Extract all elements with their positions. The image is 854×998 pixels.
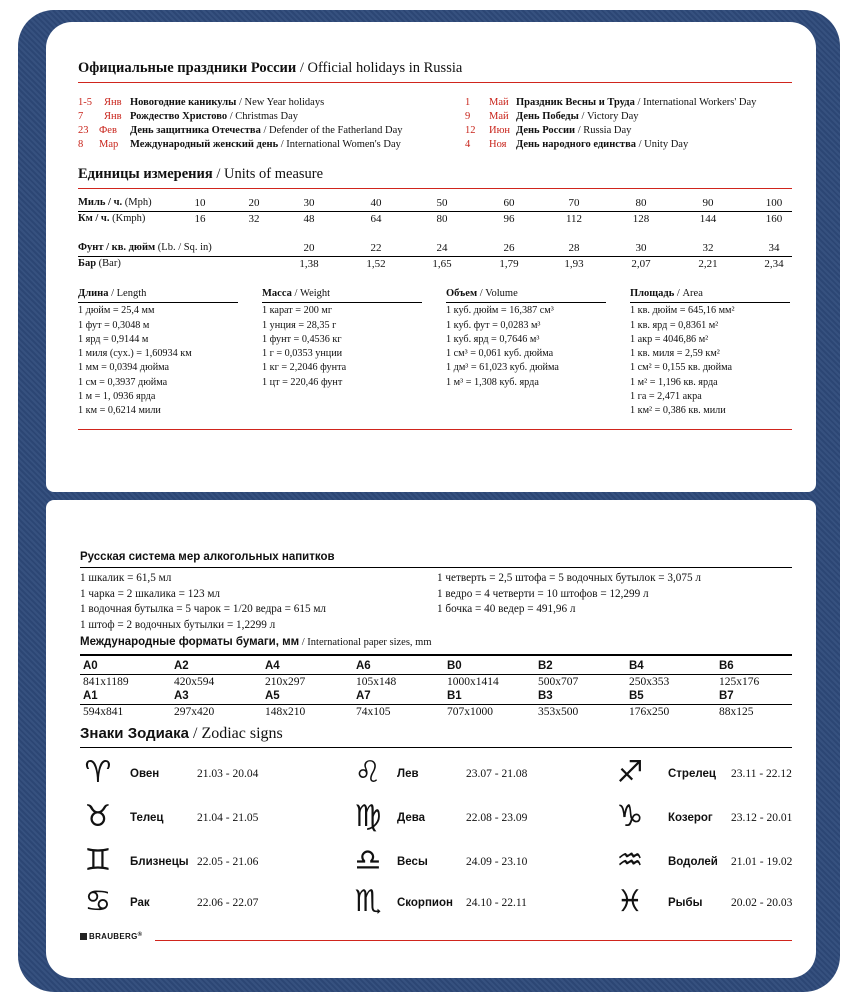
conv-line: 1 см³ = 0,061 куб. дюйма [446,348,554,360]
alcohol-line: 1 бочка = 40 ведер = 491,96 л [437,603,576,615]
paper-format-name: B5 [629,690,644,702]
alcohol-line: 1 шкалик = 61,5 мл [80,572,172,584]
conv-line: 1 миля (сух.) = 1,60934 км [78,348,192,360]
paper-format-name: A1 [83,690,98,702]
alcohol-line: 1 чарка = 2 шкалика = 123 мл [80,587,220,600]
paper-format-size: 176x250 [629,706,670,718]
zodiac-dates: 22.05 - 21.06 [197,856,259,868]
speed-cell: 70 [568,197,580,209]
divider [155,940,792,941]
zodiac-title: Знаки Зодиака / Zodiac signs [80,725,283,742]
zodiac-dates: 21.03 - 20.04 [197,768,259,780]
mph-label: Миль / ч. (Mph) [78,197,152,208]
pressure-cell: 22 [370,242,382,254]
divider [78,429,792,430]
speed-cell: 96 [503,213,515,225]
paper-format-size: 88x125 [719,706,754,718]
speed-cell: 64 [370,213,382,225]
pressure-cell: 26 [503,242,515,254]
paper-format-name: B3 [538,690,553,702]
zodiac-name: Козерог [668,812,713,824]
pressure-cell: 20 [303,242,315,254]
paper-format-name: A6 [356,660,371,672]
leo-icon: ♌ [354,755,382,790]
bar-label: Бар (Bar) [78,258,121,269]
zodiac-name: Рак [130,897,150,909]
speed-cell: 40 [370,197,382,209]
zodiac-dates: 20.02 - 20.03 [731,897,793,909]
conv-line: 1 куб. фут = 0,0283 м³ [446,319,541,331]
conv-line: 1 кв. ярд = 0,8361 м² [630,319,719,331]
conv-line: 1 га = 2,471 акра [630,391,702,403]
zodiac-dates: 23.07 - 21.08 [466,768,528,780]
units-title: Единицы измерения / Units of measure [78,166,324,182]
zodiac-name: Рыбы [668,897,703,909]
paper-format-size: 74x105 [356,706,391,718]
column-rule [446,302,606,303]
conv-line: 1 дм³ = 61,023 куб. дюйма [446,362,559,374]
conv-line: 1 мм = 0,0394 дюйма [78,362,170,374]
paper-format-size: 297x420 [174,706,215,718]
speed-cell: 90 [702,197,714,209]
conv-line: 1 км = 0,6214 мили [78,405,161,417]
pressure-cell: 32 [702,242,714,254]
pressure-cell: 34 [768,242,780,254]
conv-line: 1 акр = 4046,86 м² [630,333,709,345]
conv-line: 1 куб. дюйм = 16,387 см³ [446,305,554,317]
pressure-cell: 28 [568,242,580,254]
brand-icon [80,933,87,940]
pressure-cell: 1,38 [299,258,319,270]
kmph-label: Км / ч. (Kmph) [78,213,146,224]
pressure-cell: 2,07 [631,258,651,270]
conv-line: 1 м² = 1,196 кв. ярда [630,376,718,388]
weight-heading: Масса / Weight [262,288,331,299]
conv-line: 1 км² = 0,386 кв. мили [630,405,726,417]
area-heading: Площадь / Area [630,288,703,299]
zodiac-name: Близнецы [130,856,189,868]
paper-format-size: 1000x1414 [447,676,499,688]
conv-line: 1 унция = 28,35 г [262,319,337,331]
speed-cell: 112 [565,213,583,225]
paper-format-name: B7 [719,690,734,702]
area-column [630,287,735,419]
speed-cell: 60 [503,197,515,209]
virgo-icon: ♍ [354,799,382,834]
zodiac-name: Дева [397,812,426,824]
zodiac-name: Лев [397,768,419,780]
volume-heading: Объем / Volume [446,288,518,299]
paper-format-size: 250x353 [629,676,670,688]
conv-line: 1 куб. ярд = 0,7646 м³ [446,333,540,345]
paper-format-name: A2 [174,660,189,672]
conv-line: 1 карат = 200 мг [262,305,333,317]
sagittarius-icon: ♐ [616,755,644,790]
speed-cell: 80 [436,213,448,225]
conv-line: 1 см² = 0,155 кв. дюйма [630,362,732,374]
speed-cell: 32 [248,213,260,225]
zodiac-name: Водолей [668,856,718,868]
conv-line: 1 кв. дюйм = 645,16 мм² [630,305,735,317]
paper-format-name: A7 [356,690,371,702]
zodiac-name: Телец [130,812,164,824]
speed-cell: 144 [699,213,717,225]
speed-cell: 30 [303,197,315,209]
conv-line: 1 см = 0,3937 дюйма [78,376,168,388]
paper-format-name: A4 [265,660,280,672]
paper-format-name: B1 [447,690,462,702]
speed-cell: 160 [765,213,783,225]
conv-line: 1 м³ = 1,308 куб. ярда [446,376,539,388]
conv-line: 1 фунт = 0,4536 кг [262,333,342,345]
conv-line: 1 м = 1, 0936 ярда [78,391,156,403]
zodiac-dates: 23.12 - 20.01 [731,812,793,824]
paper-format-name: B0 [447,660,462,672]
zodiac-dates: 22.08 - 23.09 [466,812,528,824]
conv-line: 1 ярд = 0,9144 м [78,333,149,345]
table-rule [80,747,792,748]
speed-cell: 80 [635,197,647,209]
table-rule [78,256,792,257]
zodiac-dates: 21.04 - 21.05 [197,812,259,824]
conv-line: 1 кв. миля = 2,59 км² [630,348,720,360]
conv-line: 1 фут = 0,3048 м [78,319,150,331]
alcohol-line: 1 четверть = 2,5 штофа = 5 водочных бутылок = 3,075 л [437,572,701,584]
paper-format-size: 707x1000 [447,706,493,718]
paper-format-name: B4 [629,660,644,672]
table-rule [80,654,792,656]
alcohol-line: 1 штоф = 2 водочных бутылки = 1,2299 л [80,618,276,631]
column-rule [78,302,238,303]
zodiac-dates: 24.10 - 22.11 [466,897,527,909]
aquarius-icon: ♒ [616,843,644,878]
paper-format-size: 420x594 [174,676,215,688]
paper-format-name: A5 [265,690,280,702]
table-rule [80,567,792,568]
gemini-icon: ♊ [84,843,112,878]
pressure-cell: 1,65 [432,258,452,270]
table-rule [78,211,792,212]
speed-cell: 128 [632,213,650,225]
conv-line: 1 г = 0,0353 унции [262,348,343,360]
paper-format-size: 210x297 [265,676,306,688]
speed-cell: 20 [248,197,260,209]
conv-line: 1 дюйм = 25,4 мм [78,305,155,317]
zodiac-name: Овен [130,768,160,780]
taurus-icon: ♉ [84,799,112,834]
paper-format-name: A0 [83,660,98,672]
speed-cell: 48 [303,213,315,225]
pressure-cell: 30 [635,242,647,254]
top-page [46,22,816,492]
pressure-cell: 1,79 [499,258,519,270]
pressure-cell: 2,34 [764,258,784,270]
pressure-cell: 24 [436,242,448,254]
zodiac-dates: 24.09 - 23.10 [466,856,528,868]
holidays-title: Официальные праздники России / Official holidays in Russia [78,60,463,76]
paper-format-size: 148x210 [265,706,306,718]
alcohol-left [80,571,326,633]
alcohol-title: Русская система мер алкогольных напитков [80,551,335,563]
conv-line: 1 кг = 2,2046 фунта [262,362,347,374]
pisces-icon: ♓ [616,884,644,919]
paper-format-size: 125x176 [719,676,760,688]
pressure-cell: 1,93 [564,258,584,270]
libra-icon: ♎ [354,843,382,878]
capricorn-icon: ♑ [616,799,644,834]
pressure-cell: 1,52 [366,258,386,270]
speed-cell: 10 [194,197,206,209]
speed-cell: 100 [765,197,783,209]
zodiac-name: Стрелец [668,768,716,780]
alcohol-right [437,571,701,618]
cancer-icon: ♋ [84,884,112,919]
alcohol-line: 1 ведро = 4 четверти = 10 штофов = 12,299 л [437,587,649,600]
paper-format-size: 594x841 [83,706,124,718]
length-column [78,287,192,419]
brand-logo: BRAUBERG® [80,932,142,941]
length-heading: Длина / Length [78,288,147,299]
paper-format-size: 353x500 [538,706,579,718]
divider [78,188,792,189]
speed-cell: 16 [194,213,206,225]
psi-label: Фунт / кв. дюйм (Lb. / Sq. in) [78,242,212,253]
speed-cell: 50 [436,197,448,209]
paper-format-size: 841x1189 [83,676,129,688]
paper-format-size: 500x707 [538,676,579,688]
paper-format-name: A3 [174,690,189,702]
column-rule [262,302,422,303]
paper-format-name: B6 [719,660,734,672]
zodiac-name: Скорпион [397,897,453,909]
alcohol-line: 1 водочная бутылка = 5 чарок = 1/20 ведра = 615 мл [80,603,326,615]
paper-format-name: B2 [538,660,553,672]
aries-icon: ♈ [84,755,112,790]
table-rule [80,674,792,675]
divider [78,82,792,83]
zodiac-name: Весы [397,856,428,868]
zodiac-dates: 22.06 - 22.07 [197,897,259,909]
paper-title: Международные форматы бумаги, мм / International paper sizes, mm [80,636,432,648]
zodiac-dates: 21.01 - 19.02 [731,856,793,868]
scorpio-icon: ♏ [354,884,382,919]
paper-format-size: 105x148 [356,676,397,688]
table-rule [80,704,792,705]
column-rule [630,302,790,303]
pressure-cell: 2,21 [698,258,718,270]
zodiac-dates: 23.11 - 22.12 [731,768,792,780]
conv-line: 1 цт = 220,46 фунт [262,376,343,388]
